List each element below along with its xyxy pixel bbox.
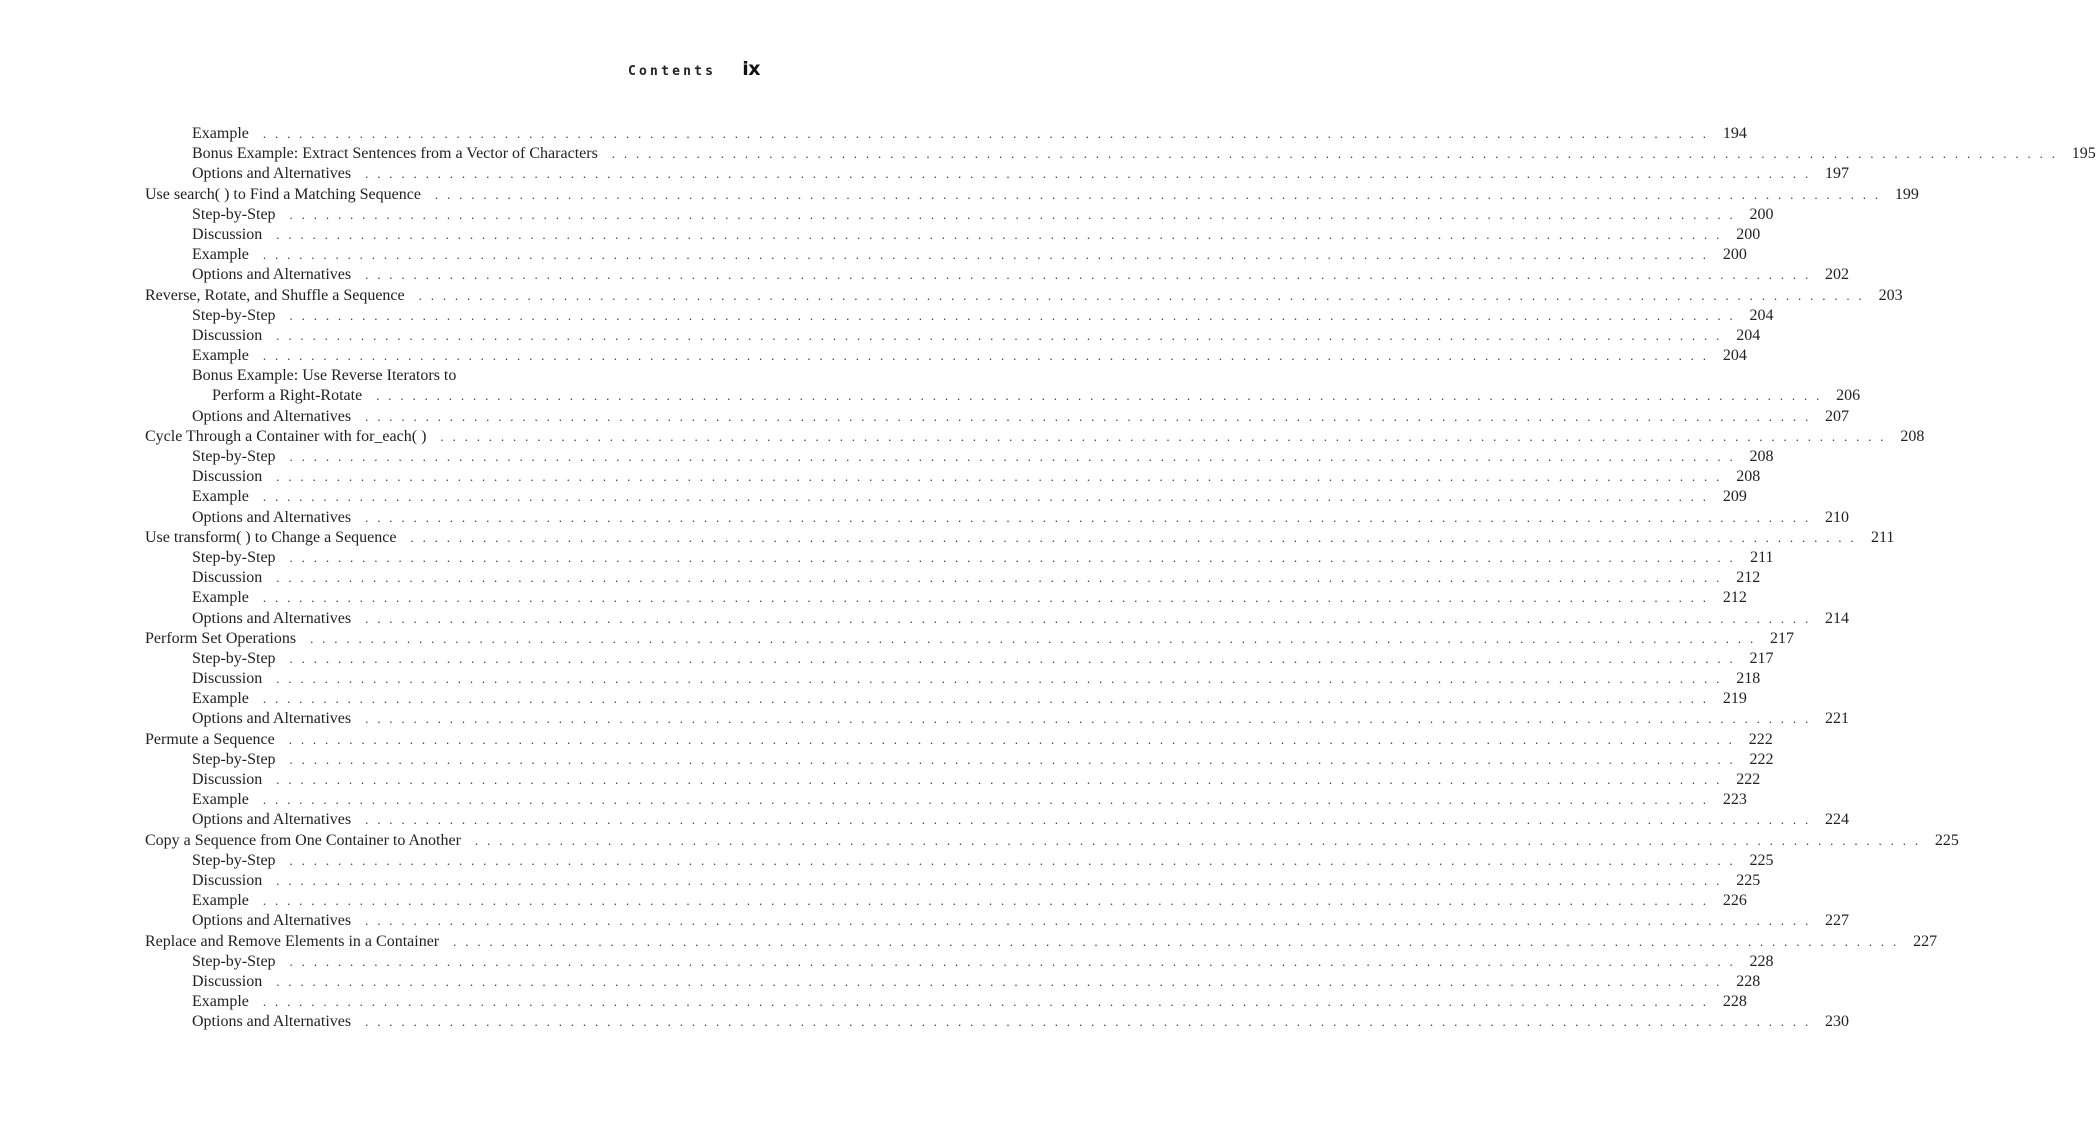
toc-entry-page-number: 219 [1722,690,1747,708]
toc-entry-label: Use transform( ) to Change a Sequence [145,528,397,546]
toc-entry-page-number: 197 [1825,165,1850,183]
dot-leader: . . . . . . . . . . . . . . . . . . . . . . . . . . . . . . . . . . . . . . . . . . . . . . . . . . . . . . . . . . . . . . . . . . . . . . . . . . . . . . . . . . . . . . . . . . . . . . . . . . . . . . . . . . . . . . . . . . . . . . . . [289,852,1736,868]
toc-entry-page-number: 207 [1825,407,1850,425]
toc-section-entry[interactable] [145,185,1919,205]
dot-leader: . . . . . . . . . . . . . . . . . . . . . . . . . . . . . . . . . . . . . . . . . . . . . . . . . . . . . . . . . . . . . . . . . . . . . . . . . . . . . . . . . . . . . . . . . . . . . . . . . . . . . . . . . . . . . . . . . . . . . . . . [262,792,1709,808]
toc-subsection-entry[interactable] [145,1012,1850,1032]
toc-entry-page-number: 225 [1749,851,1774,869]
toc-entry-page-number: 224 [1825,811,1850,829]
toc-subsection-entry[interactable] [145,609,1850,629]
dot-leader: . . . . . . . . . . . . . . . . . . . . . . . . . . . . . . . . . . . . . . . . . . . . . . . . . . . . . . . . . . . . . . . . . . . . . . . . . . . . . . . . . . . . . . . . . . . . . . . . . . . . . . . . . . . . . . . . . . . . . . . . [262,247,1709,263]
toc-subsection-entry[interactable] [145,366,718,386]
toc-entry-page-number: 227 [1913,932,1938,950]
dot-leader: . . . . . . . . . . . . . . . . . . . . . . . . . . . . . . . . . . . . . . . . . . . . . . . . . . . . . . . . . . . . . . . . . . . . . . . . . . . . . . . . . . . . . . . . . . . . . . . . . . . . . . . . . . . . . . . . . . . . . . . . [289,206,1736,222]
toc-entry-page-number: 202 [1825,266,1850,284]
toc-subsection-entry[interactable] [145,346,1747,366]
toc-entry-label: Options and Alternatives [192,710,352,728]
toc-section-entry[interactable] [145,528,1895,548]
dot-leader: . . . . . . . . . . . . . . . . . . . . . . . . . . . . . . . . . . . . . . . . . . . . . . . . . . . . . . . . . . . . . . . . . . . . . . . . . . . . . . . . . . . . . . . . . . . . . . . . . . . . . . . . . . . . . . . . . . . . . . . . [453,933,1900,949]
running-title: Contents [628,64,717,79]
dot-leader: . . . . . . . . . . . . . . . . . . . . . . . . . . . . . . . . . . . . . . . . . . . . . . . . . . . . . . . . . . . . . . . . . . . . . . . . . . . . . . . . . . . . . . . . . . . . . . . . . . . . . . . . . . . . . . . . . . . . . . . . [365,267,1812,283]
dot-leader: . . . . . . . . . . . . . . . . . . . . . . . . . . . . . . . . . . . . . . . . . . . . . . . . . . . . . . . . . . . . . . . . . . . . . . . . . . . . . . . . . . . . . . . . . . . . . . . . . . . . . . . . . . . . . . . . . . . . . . . . [289,650,1736,666]
toc-entry-label: Replace and Remove Elements in a Container [145,932,440,950]
toc-entry-label: Discussion [192,326,263,344]
toc-entry-page-number: 204 [1722,347,1747,365]
toc-entry-page-number: 217 [1770,629,1795,647]
toc-entry-page-number: 228 [1749,952,1774,970]
dot-leader: . . . . . . . . . . . . . . . . . . . . . . . . . . . . . . . . . . . . . . . . . . . . . . . . . . . . . . . . . . . . . . . . . . . . . . . . . . . . . . . . . . . . . . . . . . . . . . . . . . . . . . . . . . . . . . . . . . . . . . . . [289,549,1736,565]
toc-subsection-entry[interactable] [145,306,1774,326]
dot-leader: . . . . . . . . . . . . . . . . . . . . . . . . . . . . . . . . . . . . . . . . . . . . . . . . . . . . . . . . . . . . . . . . . . . . . . . . . . . . . . . . . . . . . . . . . . . . . . . . . . . . . . . . . . . . . . . . . . . . . . . . [365,166,1812,182]
toc-subsection-entry[interactable] [145,911,1850,931]
toc-entry-page-number: 209 [1722,488,1747,506]
dot-leader: . . . . . . . . . . . . . . . . . . . . . . . . . . . . . . . . . . . . . . . . . . . . . . . . . . . . . . . . . . . . . . . . . . . . . . . . . . . . . . . . . . . . . . . . . . . . . . . . . . . . . . . . . . . . . . . . . . . . . . . . [276,671,1723,687]
toc-entry-page-number: 210 [1825,508,1850,526]
toc-entry-page-number: 199 [1894,185,1919,203]
toc-subsection-entry[interactable] [145,588,1747,608]
toc-entry-label: Copy a Sequence from One Container to Another [145,831,461,849]
toc-subsection-entry[interactable] [145,548,1774,568]
toc-subsection-entry[interactable] [145,447,1774,467]
toc-entry-page-number: 217 [1749,649,1774,667]
toc-entry-label: Options and Alternatives [192,165,352,183]
toc-subsection-entry[interactable] [145,709,1850,729]
toc-section-entry[interactable] [145,286,1903,306]
toc-subsection-entry[interactable] [145,124,1747,144]
toc-subsection-entry[interactable] [145,326,1761,346]
toc-entry-label: Use search( ) to Find a Matching Sequence [145,185,421,203]
toc-entry-page-number: 208 [1900,427,1925,445]
toc-entry-page-number: 200 [1736,225,1761,243]
toc-subsection-entry[interactable] [145,810,1850,830]
dot-leader: . . . . . . . . . . . . . . . . . . . . . . . . . . . . . . . . . . . . . . . . . . . . . . . . . . . . . . . . . . . . . . . . . . . . . . . . . . . . . . . . . . . . . . . . . . . . . . . . . . . . . . . . . . . . . . . . . . . . . . . . [262,590,1709,606]
toc-subsection-entry[interactable] [145,992,1747,1012]
toc-subsection-entry[interactable] [145,164,1850,184]
dot-leader: . . . . . . . . . . . . . . . . . . . . . . . . . . . . . . . . . . . . . . . . . . . . . . . . . . . . . . . . . . . . . . . . . . . . . . . . . . . . . . . . . . . . . . . . . . . . . . . . . . . . . . . . . . . . . . . . . . . . . . . . [276,327,1723,343]
toc-entry-label: Step-by-Step [192,649,276,667]
toc-entry-page-number: 225 [1736,871,1761,889]
dot-leader: . . . . . . . . . . . . . . . . . . . . . . . . . . . . . . . . . . . . . . . . . . . . . . . . . . . . . . . . . . . . . . . . . . . . . . . . . . . . . . . . . . . . . . . . . . . . . . . . . . . . . . . . . . . . . . . . . . . . . . . . [365,408,1812,424]
toc-entry-label: Discussion [192,468,263,486]
toc-entry-page-number: 200 [1749,205,1774,223]
dot-leader: . . . . . . . . . . . . . . . . . . . . . . . . . . . . . . . . . . . . . . . . . . . . . . . . . . . . . . . . . . . . . . . . . . . . . . . . . . . . . . . . . . . . . . . . . . . . . . . . . . . . . . . . . . . . . . . . . . . . . . . . [365,913,1812,929]
toc-entry-page-number: 225 [1934,831,1959,849]
dot-leader: . . . . . . . . . . . . . . . . . . . . . . . . . . . . . . . . . . . . . . . . . . . . . . . . . . . . . . . . . . . . . . . . . . . . . . . . . . . . . . . . . . . . . . . . . . . . . . . . . . . . . . . . . . . . . . . . . . . . . . . . [276,226,1723,242]
toc-entry-page-number: 194 [1722,125,1747,142]
toc-entry-label: Reverse, Rotate, and Shuffle a Sequence [145,286,405,304]
toc-entry-page-number: 228 [1736,972,1761,990]
toc-subsection-entry[interactable] [145,972,1761,992]
toc-entry-label: Example [192,993,249,1011]
toc-entry-label: Step-by-Step [192,448,276,465]
toc-entry-page-number: 204 [1749,306,1774,324]
dot-leader: . . . . . . . . . . . . . . . . . . . . . . . . . . . . . . . . . . . . . . . . . . . . . . . . . . . . . . . . . . . . . . . . . . . . . . . . . . . . . . . . . . . . . . . . . . . . . . . . . . . . . . . . . . . . . . . . . . . . . . . . [310,630,1757,646]
dot-leader: . . . . . . . . . . . . . . . . . . . . . . . . . . . . . . . . . . . . . . . . . . . . . . . . . . . . . . . . . . . . . . . . . . . . . . . . . . . . . . . . . . . . . . . . . . . . . . . . . . . . . . . . . . . . . . . . . . . . . . . . [289,449,1736,464]
dot-leader: . . . . . . . . . . . . . . . . . . . . . . . . . . . . . . . . . . . . . . . . . . . . . . . . . . . . . . . . . . . . . . . . . . . . . . . . . . . . . . . . . . . . . . . . . . . . . . . . . . . . . . . . . . . . . . . . . . . . . . . . [289,953,1736,969]
page-number: ix [742,58,760,80]
toc-entry-label: Example [192,246,249,264]
toc-entry-label: Options and Alternatives [192,912,352,930]
toc-subsection-entry[interactable] [145,265,1850,285]
toc-entry-page-number: 211 [1871,528,1895,546]
toc-entry-label: Permute a Sequence [145,730,275,748]
toc-entry-page-number: 226 [1722,892,1747,910]
dot-leader: . . . . . . . . . . . . . . . . . . . . . . . . . . . . . . . . . . . . . . . . . . . . . . . . . . . . . . . . . . . . . . . . . . . . . . . . . . . . . . . . . . . . . . . . . . . . . . . . . . . . . . . . . . . . . . . . . . . . . . . . [276,872,1723,888]
toc-subsection-entry[interactable] [145,144,2096,164]
toc-entry-label: Bonus Example: Use Reverse Iterators to [192,367,457,385]
page-header [628,58,760,80]
toc-subsection-entry[interactable] [145,669,1761,689]
toc-entry-page-number: 211 [1750,548,1774,566]
toc-subsection-entry[interactable] [145,790,1747,810]
toc-entry-page-number: 206 [1836,387,1861,405]
toc-entry-label: Perform a Right-Rotate [212,387,363,405]
toc-entry-label: Cycle Through a Container with for_each( ) [145,427,427,445]
toc-entry-page-number: 228 [1722,993,1747,1011]
toc-entry-page-number: 222 [1749,750,1774,768]
toc-entry-label: Step-by-Step [192,205,276,223]
dot-leader: . . . . . . . . . . . . . . . . . . . . . . . . . . . . . . . . . . . . . . . . . . . . . . . . . . . . . . . . . . . . . . . . . . . . . . . . . . . . . . . . . . . . . . . . . . . . . . . . . . . . . . . . . . . . . . . . . . . . . . . . [474,832,1921,848]
toc-entry-label: Step-by-Step [192,952,276,970]
toc-subsection-entry[interactable] [145,225,1761,245]
toc-section-entry[interactable] [145,629,1795,649]
dot-leader: . . . . . . . . . . . . . . . . . . . . . . . . . . . . . . . . . . . . . . . . . . . . . . . . . . . . . . . . . . . . . . . . . . . . . . . . . . . . . . . . . . . . . . . . . . . . . . . . . . . . . . . . . . . . . . . . . . . . . . . . [276,973,1723,989]
toc-entry-label: Options and Alternatives [192,811,352,829]
dot-leader: . . . . . . . . . . . . . . . . . . . . . . . . . . . . . . . . . . . . . . . . . . . . . . . . . . . . . . . . . . . . . . . . . . . . . . . . . . . . . . . . . . . . . . . . . . . . . . . . . . . . . . . . . . . . . . . . . . . . . . . . [262,489,1709,505]
toc-entry-label: Discussion [192,871,263,889]
toc-subsection-entry[interactable] [145,467,1761,487]
toc-subsection-entry[interactable] [145,891,1747,911]
toc-subsection-entry[interactable] [145,851,1774,871]
toc-entry-page-number: 218 [1736,670,1761,688]
dot-leader: . . . . . . . . . . . . . . . . . . . . . . . . . . . . . . . . . . . . . . . . . . . . . . . . . . . . . . . . . . . . . . . . . . . . . . . . . . . . . . . . . . . . . . . . . . . . . . . . . . . . . . . . . . . . . . . . . . . . . . . . [262,126,1709,141]
toc-entry-label: Step-by-Step [192,548,276,566]
toc-entry-label: Discussion [192,670,263,688]
toc-entry-label: Options and Alternatives [192,266,352,284]
toc-subsection-entry[interactable] [145,245,1747,265]
toc-entry-page-number: 227 [1825,912,1850,930]
toc-entry-label: Example [192,488,249,506]
toc-subsection-entry[interactable] [145,487,1747,507]
toc-entry-label: Example [192,791,249,809]
dot-leader: . . . . . . . . . . . . . . . . . . . . . . . . . . . . . . . . . . . . . . . . . . . . . . . . . . . . . . . . . . . . . . . . . . . . . . . . . . . . . . . . . . . . . . . . . . . . . . . . . . . . . . . . . . . . . . . . . . . . . . . . [365,509,1812,525]
dot-leader: . . . . . . . . . . . . . . . . . . . . . . . . . . . . . . . . . . . . . . . . . . . . . . . . . . . . . . . . . . . . . . . . . . . . . . . . . . . . . . . . . . . . . . . . . . . . . . . . . . . . . . . . . . . . . . . . . . . . . . . . [365,711,1812,727]
dot-leader: . . . . . . . . . . . . . . . . . . . . . . . . . . . . . . . . . . . . . . . . . . . . . . . . . . . . . . . . . . . . . . . . . . . . . . . . . . . . . . . . . . . . . . . . . . . . . . . . . . . . . . . . . . . . . . . . . . . . . . . . [434,186,1881,202]
dot-leader: . . . . . . . . . . . . . . . . . . . . . . . . . . . . . . . . . . . . . . . . . . . . . . . . . . . . . . . . . . . . . . . . . . . . . . . . . . . . . . . . . . . . . . . . . . . . . . . . . . . . . . . . . . . . . . . . . . . . . . . . [262,893,1709,909]
table-of-contents [145,124,2096,1032]
toc-entry-label: Step-by-Step [192,750,276,768]
dot-leader: . . . . . . . . . . . . . . . . . . . . . . . . . . . . . . . . . . . . . . . . . . . . . . . . . . . . . . . . . . . . . . . . . . . . . . . . . . . . . . . . . . . . . . . . . . . . . . . . . . . . . . . . . . . . . . . . . . . . . . . . [276,772,1723,787]
dot-leader: . . . . . . . . . . . . . . . . . . . . . . . . . . . . . . . . . . . . . . . . . . . . . . . . . . . . . . . . . . . . . . . . . . . . . . . . . . . . . . . . . . . . . . . . . . . . . . . . . . . . . . . . . . . . . . . . . . . . . . . . [289,751,1736,767]
dot-leader: . . . . . . . . . . . . . . . . . . . . . . . . . . . . . . . . . . . . . . . . . . . . . . . . . . . . . . . . . . . . . . . . . . . . . . . . . . . . . . . . . . . . . . . . . . . . . . . . . . . . . . . . . . . . . . . . . . . . . . . . [418,287,1865,303]
toc-entry-label: Discussion [192,225,263,243]
dot-leader: . . . . . . . . . . . . . . . . . . . . . . . . . . . . . . . . . . . . . . . . . . . . . . . . . . . . . . . . . . . . . . . . . . . . . . . . . . . . . . . . . . . . . . . . . . . . . . . . . . . . . . . . . . . . . . . . . . . . . . . . [262,691,1709,707]
toc-subsection-entry[interactable] [145,952,1774,972]
toc-entry-label: Options and Alternatives [192,508,352,526]
toc-entry-label: Example [192,690,249,708]
toc-entry-page-number: 208 [1749,448,1774,465]
toc-section-entry[interactable] [145,730,1773,750]
toc-entry-page-number: 195 [2071,145,2096,163]
dot-leader: . . . . . . . . . . . . . . . . . . . . . . . . . . . . . . . . . . . . . . . . . . . . . . . . . . . . . . . . . . . . . . . . . . . . . . . . . . . . . . . . . . . . . . . . . . . . . . . . . . . . . . . . . . . . . . . . . . . . . . . . [410,529,1857,545]
toc-entry-label: Options and Alternatives [192,609,352,627]
toc-entry-page-number: 212 [1722,589,1747,607]
toc-entry-page-number: 221 [1825,710,1850,728]
dot-leader: . . . . . . . . . . . . . . . . . . . . . . . . . . . . . . . . . . . . . . . . . . . . . . . . . . . . . . . . . . . . . . . . . . . . . . . . . . . . . . . . . . . . . . . . . . . . . . . . . . . . . . . . . . . . . . . . . . . . . . . . [611,146,2058,162]
toc-entry-label: Bonus Example: Extract Sentences from a Vector of Characters [192,145,598,163]
toc-entry-page-number: 223 [1722,791,1747,809]
toc-subsection-entry[interactable] [145,649,1774,669]
toc-entry-page-number: 208 [1736,468,1761,486]
toc-entry-label: Step-by-Step [192,851,276,869]
toc-entry-page-number: 222 [1736,771,1761,788]
dot-leader: . . . . . . . . . . . . . . . . . . . . . . . . . . . . . . . . . . . . . . . . . . . . . . . . . . . . . . . . . . . . . . . . . . . . . . . . . . . . . . . . . . . . . . . . . . . . . . . . . . . . . . . . . . . . . . . . . . . . . . . . [289,307,1736,323]
dot-leader: . . . . . . . . . . . . . . . . . . . . . . . . . . . . . . . . . . . . . . . . . . . . . . . . . . . . . . . . . . . . . . . . . . . . . . . . . . . . . . . . . . . . . . . . . . . . . . . . . . . . . . . . . . . . . . . . . . . . . . . . [276,570,1723,586]
toc-subsection-entry[interactable] [145,205,1774,225]
toc-subsection-entry[interactable] [145,508,1850,528]
toc-entry-page-number: 214 [1825,609,1850,627]
toc-entry-label: Options and Alternatives [192,1013,352,1031]
toc-entry-label: Discussion [192,569,263,587]
toc-entry-label: Example [192,347,249,365]
toc-entry-label: Step-by-Step [192,306,276,324]
toc-entry-page-number: 200 [1722,246,1747,264]
toc-entry-page-number: 222 [1748,730,1773,748]
dot-leader: . . . . . . . . . . . . . . . . . . . . . . . . . . . . . . . . . . . . . . . . . . . . . . . . . . . . . . . . . . . . . . . . . . . . . . . . . . . . . . . . . . . . . . . . . . . . . . . . . . . . . . . . . . . . . . . . . . . . . . . . [276,469,1723,485]
dot-leader: . . . . . . . . . . . . . . . . . . . . . . . . . . . . . . . . . . . . . . . . . . . . . . . . . . . . . . . . . . . . . . . . . . . . . . . . . . . . . . . . . . . . . . . . . . . . . . . . . . . . . . . . . . . . . . . . . . . . . . . . [365,1014,1812,1030]
toc-entry-label: Options and Alternatives [192,407,352,425]
toc-subsection-entry[interactable] [145,689,1747,709]
toc-subsection-entry[interactable] [145,407,1850,427]
toc-entry-label: Example [192,125,249,142]
dot-leader: . . . . . . . . . . . . . . . . . . . . . . . . . . . . . . . . . . . . . . . . . . . . . . . . . . . . . . . . . . . . . . . . . . . . . . . . . . . . . . . . . . . . . . . . . . . . . . . . . . . . . . . . . . . . . . . . . . . . . . . . [365,610,1812,626]
toc-entry-label: Perform Set Operations [145,629,297,647]
toc-subsection-entry[interactable] [145,871,1761,891]
dot-leader: . . . . . . . . . . . . . . . . . . . . . . . . . . . . . . . . . . . . . . . . . . . . . . . . . . . . . . . . . . . . . . . . . . . . . . . . . . . . . . . . . . . . . . . . . . . . . . . . . . . . . . . . . . . . . . . . . . . . . . . . [376,388,1823,404]
toc-subsection-entry[interactable] [145,386,1861,406]
toc-entry-page-number: 204 [1736,326,1761,344]
dot-leader: . . . . . . . . . . . . . . . . . . . . . . . . . . . . . . . . . . . . . . . . . . . . . . . . . . . . . . . . . . . . . . . . . . . . . . . . . . . . . . . . . . . . . . . . . . . . . . . . . . . . . . . . . . . . . . . . . . . . . . . . [262,994,1709,1010]
toc-section-entry[interactable] [145,831,1959,851]
toc-entry-label: Discussion [192,972,263,990]
toc-subsection-entry[interactable] [145,568,1761,588]
toc-entry-label: Example [192,589,249,607]
toc-subsection-entry[interactable] [145,770,1761,790]
toc-entry-page-number: 230 [1825,1013,1850,1031]
toc-entry-page-number: 212 [1736,569,1761,587]
dot-leader: . . . . . . . . . . . . . . . . . . . . . . . . . . . . . . . . . . . . . . . . . . . . . . . . . . . . . . . . . . . . . . . . . . . . . . . . . . . . . . . . . . . . . . . . . . . . . . . . . . . . . . . . . . . . . . . . . . . . . . . . [262,348,1709,364]
toc-subsection-entry[interactable] [145,750,1774,770]
toc-section-entry[interactable] [145,932,1938,952]
dot-leader: . . . . . . . . . . . . . . . . . . . . . . . . . . . . . . . . . . . . . . . . . . . . . . . . . . . . . . . . . . . . . . . . . . . . . . . . . . . . . . . . . . . . . . . . . . . . . . . . . . . . . . . . . . . . . . . . . . . . . . . . [365,812,1812,828]
dot-leader: . . . . . . . . . . . . . . . . . . . . . . . . . . . . . . . . . . . . . . . . . . . . . . . . . . . . . . . . . . . . . . . . . . . . . . . . . . . . . . . . . . . . . . . . . . . . . . . . . . . . . . . . . . . . . . . . . . . . . . . . [288,731,1735,747]
dot-leader: . . . . . . . . . . . . . . . . . . . . . . . . . . . . . . . . . . . . . . . . . . . . . . . . . . . . . . . . . . . . . . . . . . . . . . . . . . . . . . . . . . . . . . . . . . . . . . . . . . . . . . . . . . . . . . . . . . . . . . . . [440,428,1887,444]
toc-entry-page-number: 203 [1878,286,1903,304]
toc-entry-label: Example [192,892,249,910]
toc-entry-label: Discussion [192,771,263,788]
toc-section-entry[interactable] [145,427,1925,447]
